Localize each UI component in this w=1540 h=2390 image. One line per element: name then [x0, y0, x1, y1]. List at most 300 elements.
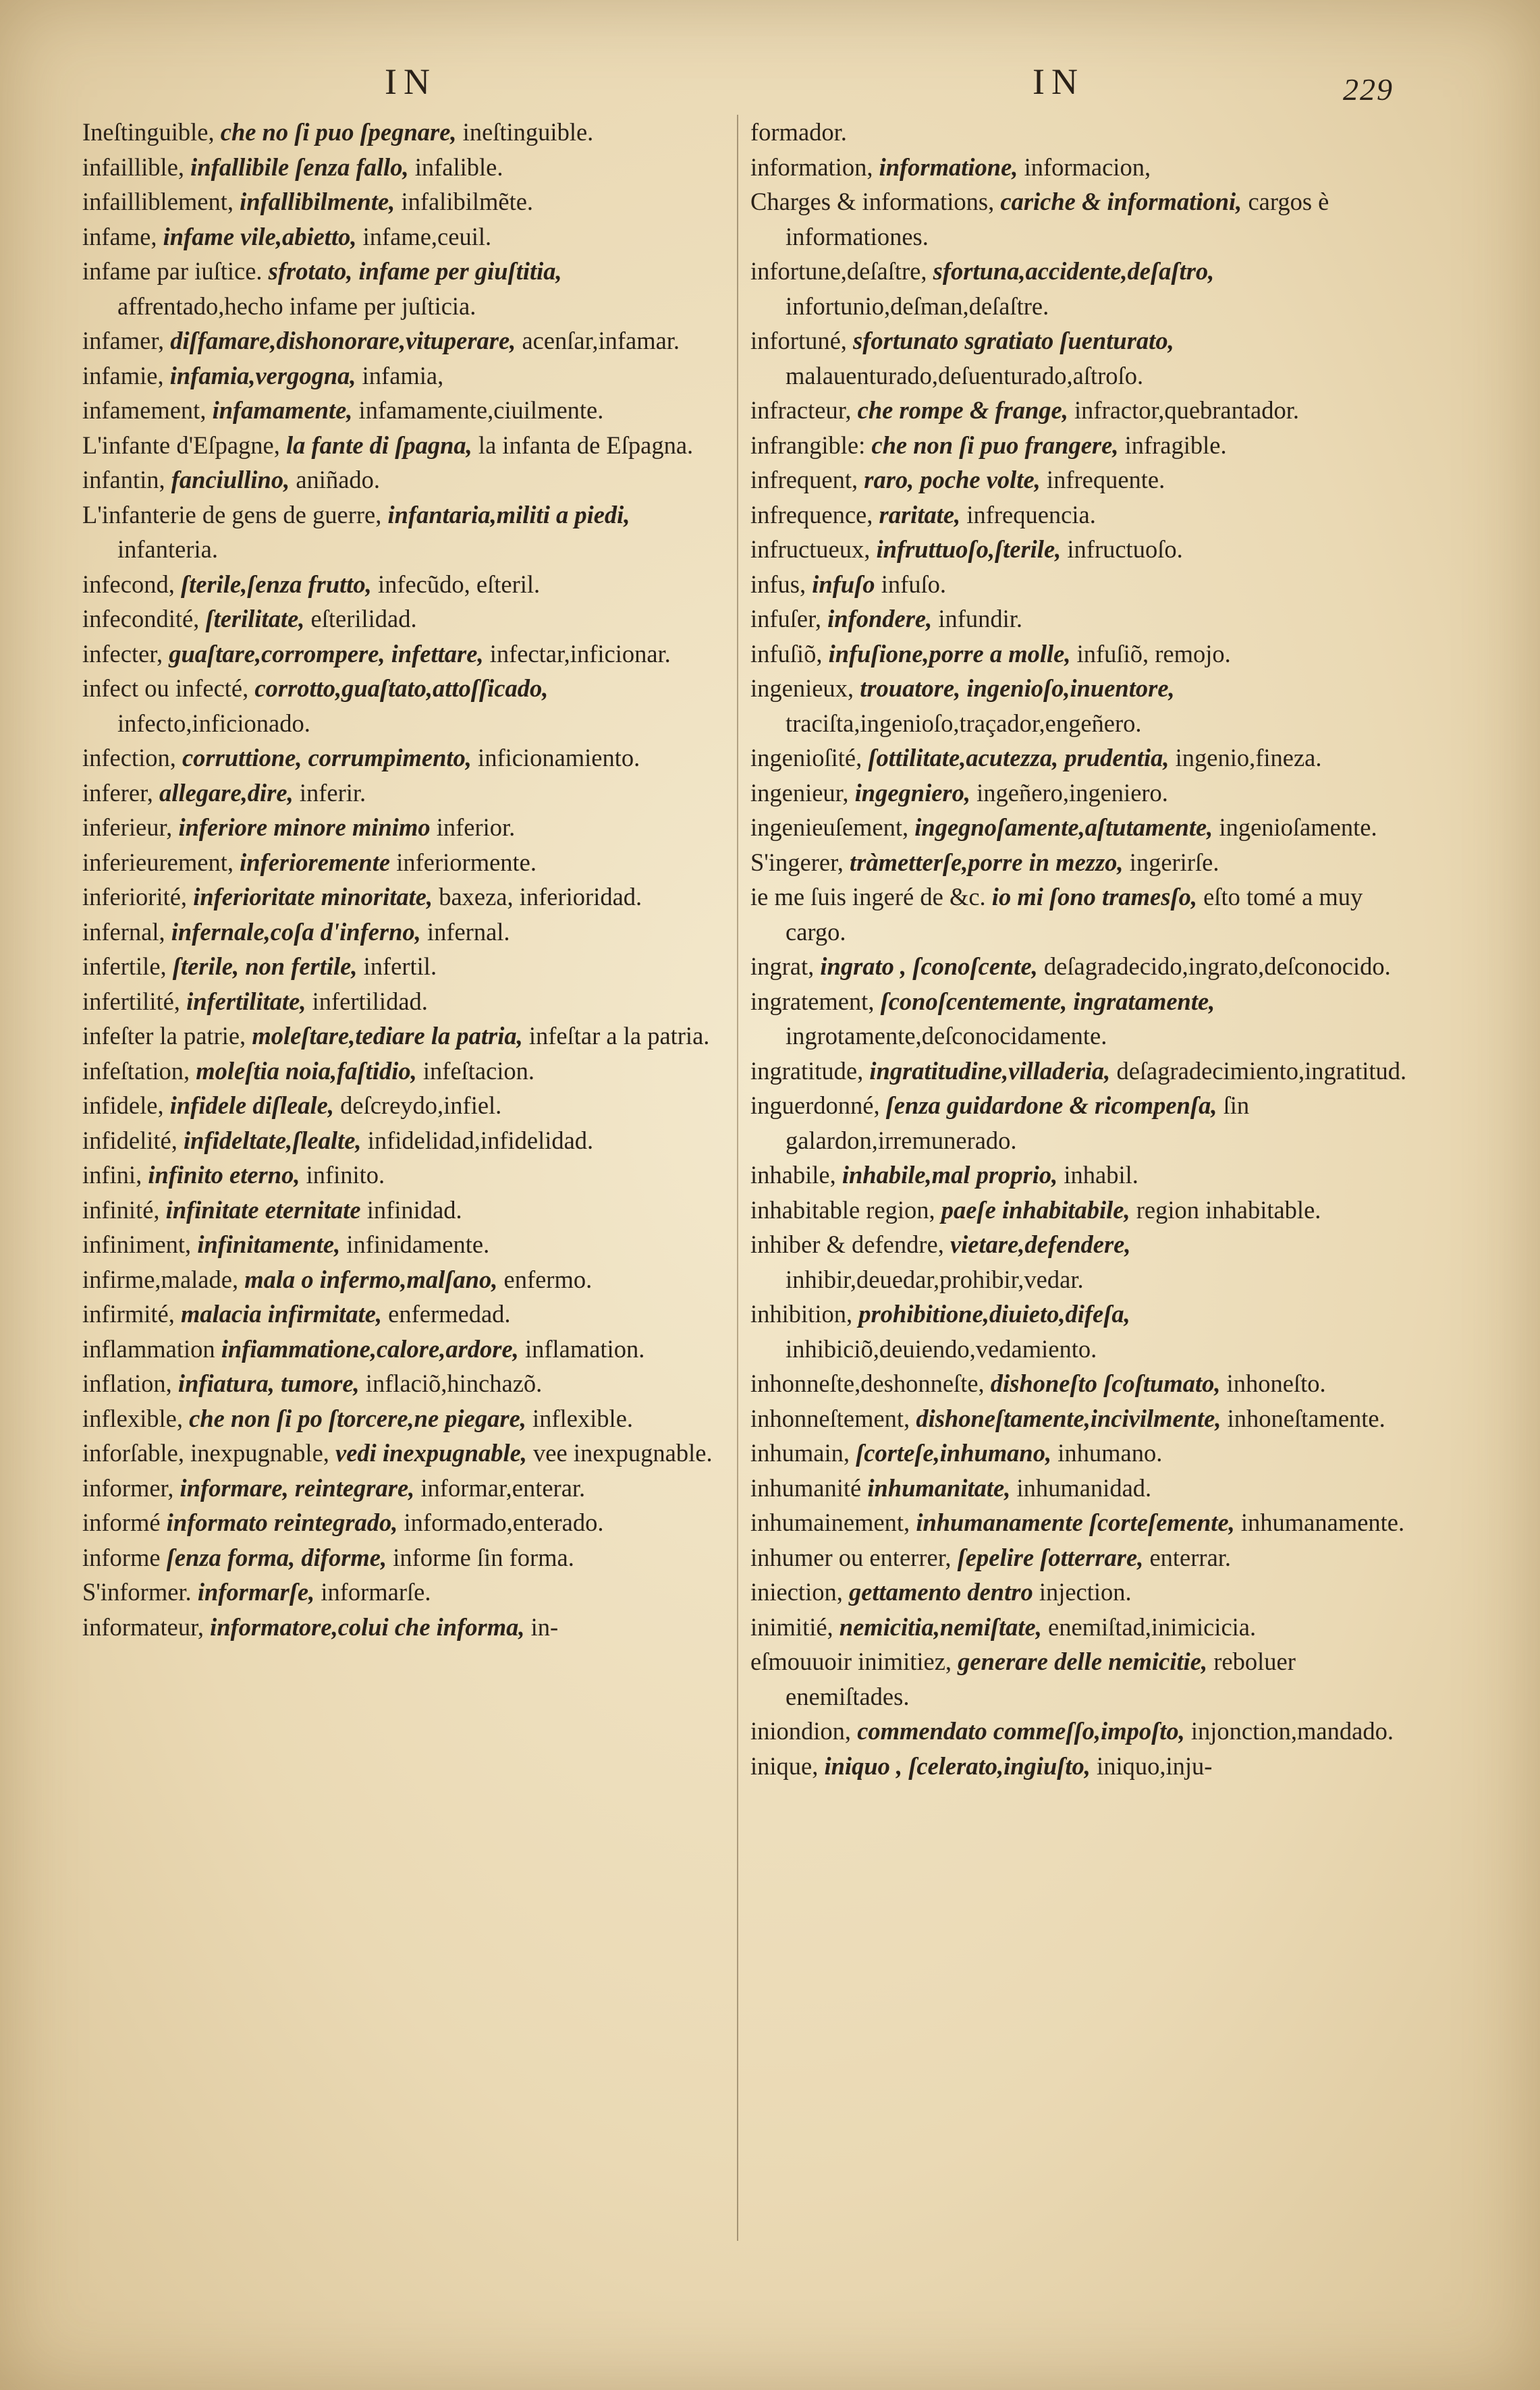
italian-gloss: infuſo [812, 570, 875, 598]
dictionary-entry [750, 810, 1425, 845]
headword: iniection, [750, 1578, 843, 1606]
spanish-gloss: inflaciõ,hinchazõ. [365, 1369, 543, 1397]
spanish-gloss: deſagradecido,ingrato,deſconocido. [1043, 952, 1391, 980]
italian-gloss: infidele diſleale, [169, 1091, 334, 1119]
spanish-gloss: infertilidad. [312, 987, 428, 1015]
headword: inhumer ou enterrer, [750, 1543, 952, 1571]
italian-gloss: corrotto,guaſtato,attoſſicado, [254, 674, 549, 702]
italian-gloss: infame vile,abietto, [163, 222, 357, 250]
spanish-gloss: ingrotamente,deſconocidamente. [786, 1022, 1107, 1050]
dictionary-entry [82, 1436, 730, 1471]
left-running-head: IN [385, 61, 437, 102]
spanish-gloss: infidelidad,infidelidad. [367, 1126, 594, 1154]
headword: infect ou infecté, [82, 674, 249, 702]
italian-gloss: cariche & informationi, [1000, 188, 1242, 215]
italian-gloss: la fante di ſpagna, [286, 431, 472, 459]
headword: ingenieux, [750, 674, 854, 702]
dictionary-entry [82, 740, 730, 776]
spanish-gloss: informacion, [1024, 153, 1151, 181]
dictionary-entry [82, 915, 730, 950]
italian-gloss: tràmetterſe,porre in mezzo, [850, 848, 1124, 876]
headword: Charges & informations, [750, 188, 995, 215]
headword: ingenieuſement, [750, 813, 909, 841]
italian-gloss: infamamente, [212, 396, 353, 424]
headword: inforſable, inexpugnable, [82, 1439, 329, 1467]
spanish-gloss: baxeza, inferioridad. [439, 883, 642, 911]
dictionary-entry [750, 1193, 1425, 1228]
dictionary-entry [82, 462, 730, 497]
dictionary-entry [82, 1366, 730, 1401]
dictionary-entry [82, 810, 730, 845]
spanish-gloss: enemiſtad,inimicicia. [1048, 1612, 1257, 1641]
headword: infidele, [82, 1091, 164, 1119]
spanish-gloss: affrentado,hecho infame per juſticia. [117, 292, 476, 320]
dictionary-entry [750, 323, 1425, 393]
headword: infortune,deſaſtre, [750, 257, 927, 285]
italian-gloss: infruttuoſo,ſterile, [876, 535, 1062, 563]
spanish-gloss: reboluer enemiſtades. [786, 1648, 1296, 1710]
spanish-gloss: eſto tomé a muy cargo. [786, 883, 1363, 946]
dictionary-entry [750, 671, 1425, 740]
italian-gloss: allegare,dire, [159, 778, 294, 807]
dictionary-entry [750, 1471, 1425, 1506]
italian-gloss: che no ſi puo ſpegnare, [220, 118, 457, 146]
headword: infortuné, [750, 327, 847, 354]
spanish-gloss: acenſar,infamar. [522, 327, 680, 354]
headword: inhiber & defendre, [750, 1230, 944, 1258]
headword: informé [82, 1509, 161, 1536]
dictionary-entry [82, 671, 730, 740]
headword: infamie, [82, 361, 164, 389]
headword: inferieur, [82, 813, 173, 841]
italian-gloss: dishoneſtamente,incivilmente, [916, 1404, 1221, 1432]
headword: infeſtation, [82, 1056, 190, 1085]
headword: infiniment, [82, 1230, 192, 1258]
dictionary-entry [82, 254, 730, 323]
spanish-gloss: eſterilidad. [310, 605, 417, 632]
headword: infecond, [82, 570, 175, 598]
italian-gloss: inhabile,mal proprio, [842, 1161, 1058, 1189]
headword: infamement, [82, 396, 207, 424]
italian-gloss: infinitate eternitate [165, 1195, 361, 1224]
dictionary-entry [82, 150, 730, 185]
dictionary-entry [750, 115, 1425, 150]
italian-gloss: infamia,vergogna, [169, 361, 356, 389]
dictionary-entry [750, 150, 1425, 185]
headword: Ineſtinguible, [82, 118, 215, 146]
dictionary-entry [82, 1158, 730, 1193]
spanish-gloss: infundir. [938, 605, 1023, 632]
dictionary-entry [750, 1644, 1425, 1714]
spanish-gloss: infalibilmẽte. [401, 188, 534, 215]
italian-gloss: iniquo , ſcelerato,ingiuſto, [824, 1751, 1091, 1780]
spanish-gloss: iniquo,inju- [1097, 1751, 1213, 1780]
italian-gloss: ſterilitate, [205, 605, 305, 632]
dictionary-entry [82, 1227, 730, 1262]
headword: ingrat, [750, 952, 815, 980]
headword: infertile, [82, 952, 167, 980]
italian-gloss: commendato commeſſo,impoſto, [857, 1717, 1185, 1745]
spanish-gloss: traciſta,ingenioſo,traçador,engeñero. [786, 709, 1142, 737]
headword: infinité, [82, 1195, 160, 1224]
dictionary-entry [82, 1297, 730, 1332]
spanish-gloss: inflexible. [532, 1404, 634, 1432]
spanish-gloss: ingerirſe. [1129, 848, 1219, 876]
headword: infamer, [82, 327, 165, 354]
headword: inhonneſtement, [750, 1404, 910, 1432]
italian-gloss: corruttione, corrumpimento, [182, 744, 472, 771]
dictionary-entry [82, 115, 730, 150]
italian-gloss: inhumanitate, [867, 1473, 1011, 1502]
italian-gloss: io mi ſono tramesſo, [991, 883, 1197, 911]
headword: inimitié, [750, 1612, 833, 1641]
headword: L'infanterie de gens de guerre, [82, 500, 382, 528]
dictionary-entry [82, 1332, 730, 1367]
dictionary-entry [82, 1575, 730, 1610]
headword: inferer, [82, 778, 153, 807]
headword: inhumanité [750, 1473, 862, 1502]
spanish-gloss: enfermo. [503, 1265, 593, 1293]
dictionary-entry [82, 1123, 730, 1158]
headword: inflation, [82, 1369, 172, 1397]
headword: inhumain, [750, 1439, 850, 1467]
headword: L'infante d'Eſpagne, [82, 431, 280, 459]
spanish-gloss: aniñado. [296, 466, 381, 493]
italian-gloss: infallibile ſenza fallo, [190, 153, 409, 181]
headword: inguerdonné, [750, 1091, 880, 1119]
spanish-gloss: inhumanamente. [1240, 1509, 1405, 1536]
spanish-gloss: infrequente. [1046, 466, 1165, 493]
headword: inferiorité, [82, 883, 188, 911]
page-number: 229 [1343, 72, 1394, 107]
italian-gloss: infuſione,porre a molle, [828, 639, 1071, 668]
italian-gloss: infondere, [827, 605, 933, 632]
spanish-gloss: infinidamente. [346, 1230, 490, 1258]
headword: infantin, [82, 466, 165, 493]
spanish-gloss: infinidad. [366, 1195, 462, 1224]
italian-gloss: inferioritate minoritate, [193, 883, 433, 911]
spanish-gloss: inhumano. [1057, 1439, 1163, 1467]
italian-gloss: informarſe, [197, 1578, 315, 1606]
italian-gloss: guaſtare,corrompere, infettare, [169, 639, 484, 668]
headword: inferieurement, [82, 848, 233, 876]
spanish-gloss: injonction,mandado. [1190, 1717, 1394, 1745]
spanish-gloss: enfermedad. [388, 1300, 511, 1328]
headword: infirme,malade, [82, 1265, 239, 1293]
dictionary-entry [82, 428, 730, 463]
italian-gloss: che rompe & frange, [857, 396, 1068, 424]
italian-gloss: sfortunato sgratiato ſuenturato, [853, 327, 1174, 354]
spanish-gloss: inhoneſto. [1226, 1369, 1326, 1397]
dictionary-entry [750, 1297, 1425, 1366]
dictionary-entry [750, 1749, 1425, 1784]
spanish-gloss: ineſtinguible. [462, 118, 594, 146]
column-divider [737, 115, 738, 2241]
dictionary-entry [750, 776, 1425, 811]
headword: infrequent, [750, 466, 858, 493]
spanish-gloss: infamamente,ciuilmente. [358, 396, 604, 424]
headword: ingratitude, [750, 1056, 864, 1085]
spanish-gloss: inflamation. [524, 1334, 645, 1363]
headword: infructueux, [750, 535, 871, 563]
headword: inhabitable region, [750, 1195, 935, 1224]
dictionary-entry [750, 184, 1425, 254]
dictionary-entry [82, 1505, 730, 1540]
headword: infini, [82, 1161, 142, 1189]
spanish-gloss: inhibir,deuedar,prohibir,vedar. [786, 1265, 1084, 1293]
italian-gloss: vedi inexpugnable, [335, 1439, 527, 1467]
italian-gloss: che non ſi po ſtorcere,ne piegare, [189, 1404, 526, 1432]
spanish-gloss: infrequencia. [966, 500, 1096, 528]
headword: infracteur, [750, 396, 852, 424]
italian-gloss: ſottilitate,acutezza, prudentia, [868, 744, 1170, 771]
italian-gloss: ſepelire ſotterrare, [957, 1543, 1144, 1571]
italian-gloss: inferiore minore minimo [178, 813, 431, 841]
spanish-gloss: infame,ceuil. [362, 222, 492, 250]
spanish-gloss: infernal. [427, 917, 510, 946]
dictionary-entry [750, 636, 1425, 672]
dictionary-entry [750, 1714, 1425, 1749]
dictionary-entry [82, 184, 730, 219]
spanish-gloss: cargos è informationes. [786, 188, 1329, 250]
italian-gloss: ingrato , ſconoſcente, [820, 952, 1038, 980]
dictionary-entry [750, 1505, 1425, 1540]
headword: inhonneſte,deshonneſte, [750, 1369, 985, 1397]
spanish-gloss: infecto,inficionado. [117, 709, 310, 737]
dictionary-entry [82, 949, 730, 984]
dictionary-entry [82, 358, 730, 393]
headword: infuſiõ, [750, 639, 823, 668]
dictionary-entry [82, 1471, 730, 1506]
italian-gloss: raro, poche volte, [864, 466, 1041, 493]
italian-gloss: ingratitudine,villaderia, [869, 1056, 1111, 1085]
spanish-gloss: infanteria. [117, 535, 218, 563]
italian-gloss: infideltate,ſlealte, [184, 1126, 362, 1154]
headword: infeſter la patrie, [82, 1022, 246, 1050]
italian-gloss: sfrotato, infame per giuſtitia, [268, 257, 562, 285]
headword: inhumainement, [750, 1509, 910, 1536]
headword: inhibition, [750, 1300, 853, 1328]
spanish-gloss: infertil. [363, 952, 437, 980]
dictionary-entry [82, 1088, 730, 1123]
italian-gloss: infertilitate, [186, 987, 306, 1015]
spanish-gloss: inhumanidad. [1016, 1473, 1152, 1502]
spanish-gloss: injection. [1039, 1578, 1132, 1606]
dictionary-entry [82, 845, 730, 880]
italian-gloss: ingegnoſamente,aſtutamente, [914, 813, 1213, 841]
italian-gloss: infinitamente, [197, 1230, 341, 1258]
spanish-gloss: formador. [750, 118, 847, 146]
spanish-gloss: infinito. [306, 1161, 385, 1189]
dictionary-entry [82, 393, 730, 428]
spanish-gloss: inferiormente. [396, 848, 537, 876]
headword: infecondité, [82, 605, 200, 632]
italian-gloss: informatione, [879, 153, 1018, 181]
spanish-gloss: infractor,quebrantador. [1074, 396, 1299, 424]
spanish-gloss: ſin galardon,irremunerado. [786, 1091, 1250, 1154]
dictionary-entry [82, 1540, 730, 1575]
italian-gloss: vietare,defendere, [950, 1230, 1131, 1258]
dictionary-entry [82, 1610, 730, 1645]
spanish-gloss: infeſtar a la patria. [528, 1022, 710, 1050]
spanish-gloss: infructuoſo. [1067, 535, 1183, 563]
dictionary-entry [82, 1401, 730, 1436]
italian-gloss: trouatore, ingenioſo,inuentore, [860, 674, 1175, 702]
italian-gloss: ſconoſcentemente, ingratamente, [880, 987, 1215, 1015]
dictionary-entry [750, 949, 1425, 984]
headword: S'informer. [82, 1578, 192, 1606]
dictionary-entry [82, 323, 730, 358]
spanish-gloss: deſcreydo,infiel. [340, 1091, 502, 1119]
spanish-gloss: inhoneſtamente. [1227, 1404, 1385, 1432]
italian-gloss: diſfamare,dishonorare,vituperare, [170, 327, 516, 354]
dictionary-entry [82, 1054, 730, 1089]
headword: infernal, [82, 917, 165, 946]
headword: infecter, [82, 639, 163, 668]
headword: ie me ſuis ingeré de &c. [750, 883, 986, 911]
dictionary-entry [750, 1366, 1425, 1401]
italian-gloss: infiammatione,calore,ardore, [221, 1334, 519, 1363]
spanish-gloss: infalible. [414, 153, 503, 181]
spanish-gloss: vee inexpugnable. [533, 1439, 713, 1467]
spanish-gloss: inficionamiento. [478, 744, 640, 771]
dictionary-entry [82, 879, 730, 915]
spanish-gloss: infuſo. [881, 570, 946, 598]
italian-gloss: moleſtare,tediare la patria, [252, 1022, 523, 1050]
headword: infrequence, [750, 500, 873, 528]
spanish-gloss: informado,enterado. [404, 1509, 604, 1536]
dictionary-entry [750, 740, 1425, 776]
spanish-gloss: inferir. [299, 778, 366, 807]
spanish-gloss: region inhabitable. [1136, 1195, 1321, 1224]
dictionary-entry [750, 1610, 1425, 1645]
italian-gloss: infinito eterno, [148, 1161, 300, 1189]
dictionary-entry [750, 1158, 1425, 1193]
left-column [82, 115, 730, 1644]
italian-gloss: che non ſi puo frangere, [871, 431, 1119, 459]
dictionary-entry [750, 497, 1425, 533]
headword: infuſer, [750, 605, 821, 632]
dictionary-entry [82, 1262, 730, 1297]
italian-gloss: informato reintegrado, [166, 1509, 398, 1536]
right-running-head: IN [1033, 61, 1084, 102]
spanish-gloss: inhabil. [1064, 1161, 1138, 1189]
headword: infailliblement, [82, 188, 234, 215]
dictionary-entry [750, 984, 1425, 1054]
dictionary-entry [82, 219, 730, 254]
dictionary-entry [750, 462, 1425, 497]
headword: infame par iuſtice. [82, 257, 263, 285]
spanish-gloss: in- [530, 1612, 559, 1641]
headword: inflexible, [82, 1404, 183, 1432]
dictionary-entry [750, 879, 1425, 949]
spanish-gloss: ingenioſamente. [1219, 813, 1377, 841]
spanish-gloss: infuſiõ, remojo. [1076, 639, 1231, 668]
headword: inflammation [82, 1334, 215, 1363]
italian-gloss: paeſe inhabitabile, [941, 1195, 1130, 1224]
italian-gloss: ſterile,ſenza frutto, [180, 570, 372, 598]
italian-gloss: sfortuna,accidente,deſaſtro, [933, 257, 1215, 285]
headword: S'ingerer, [750, 848, 844, 876]
spanish-gloss: deſagradecimiento,ingratitud. [1116, 1056, 1407, 1085]
italian-gloss: generare delle nemicitie, [958, 1648, 1208, 1675]
headword: inique, [750, 1751, 819, 1780]
italian-gloss: informare, reintegrare, [180, 1473, 415, 1502]
headword: infaillible, [82, 153, 185, 181]
dictionary-entry [82, 1193, 730, 1228]
italian-gloss: inferioremente [240, 848, 391, 876]
italian-gloss: dishoneſto ſcoſtumato, [990, 1369, 1221, 1397]
italian-gloss: prohibitione,diuieto,difeſa, [858, 1300, 1130, 1328]
italian-gloss: gettamento dentro [848, 1578, 1033, 1606]
dictionary-entry [82, 497, 730, 567]
spanish-gloss: informe ſin forma. [393, 1543, 574, 1571]
italian-gloss: moleſtia noia,faſtidio, [196, 1056, 417, 1085]
dictionary-entry [750, 254, 1425, 323]
dictionary-entry [82, 636, 730, 672]
headword: eſmouuoir inimitiez, [750, 1648, 952, 1675]
italian-gloss: fanciullino, [171, 466, 290, 493]
headword: infection, [82, 744, 176, 771]
dictionary-entry [750, 845, 1425, 880]
spanish-gloss: infecũdo, eſteril. [377, 570, 541, 598]
headword: infrangible: [750, 431, 866, 459]
spanish-gloss: infortunio,deſman,deſaſtre. [786, 292, 1049, 320]
headword: infus, [750, 570, 806, 598]
dictionary-entry [82, 567, 730, 602]
dictionary-entry [750, 532, 1425, 567]
italian-gloss: infernale,coſa d'inferno, [171, 917, 421, 946]
dictionary-entry [750, 393, 1425, 428]
dictionary-entry [750, 601, 1425, 636]
italian-gloss: infantaria,militi a piedi, [387, 500, 630, 528]
headword: iniondion, [750, 1717, 852, 1745]
italian-gloss: malacia infirmitate, [180, 1300, 383, 1328]
spanish-gloss: informarſe. [321, 1578, 431, 1606]
dictionary-entry [750, 1401, 1425, 1436]
italian-gloss: mala o infermo,malſano, [244, 1265, 498, 1293]
spanish-gloss: enterrar. [1149, 1543, 1232, 1571]
headword: ingenieur, [750, 778, 849, 807]
headword: infertilité, [82, 987, 180, 1015]
dictionary-entry [82, 601, 730, 636]
italian-gloss: nemicitia,nemiſtate, [839, 1612, 1042, 1641]
dictionary-entry [750, 1436, 1425, 1471]
dictionary-entry [82, 984, 730, 1019]
dictionary-entry [82, 1019, 730, 1054]
italian-gloss: inhumanamente ſcorteſemente, [916, 1509, 1235, 1536]
spanish-gloss: la infanta de Eſpagna. [478, 431, 694, 459]
dictionary-entry [750, 1540, 1425, 1575]
italian-gloss: ingegniero, [854, 778, 971, 807]
italian-gloss: ſterile, non fertile, [172, 952, 358, 980]
italian-gloss: ſenza forma, diforme, [166, 1543, 387, 1571]
spanish-gloss: inhibiciõ,deuiendo,vedamiento. [786, 1334, 1097, 1363]
spanish-gloss: inferior. [436, 813, 516, 841]
headword: infame, [82, 222, 157, 250]
italian-gloss: infiatura, tumore, [177, 1369, 360, 1397]
dictionary-entry [750, 1054, 1425, 1089]
italian-gloss: informatore,colui che informa, [210, 1612, 525, 1641]
italian-gloss: raritate, [879, 500, 961, 528]
headword: infidelité, [82, 1126, 177, 1154]
right-column [750, 115, 1425, 1783]
spanish-gloss: ingeñero,ingeniero. [977, 778, 1168, 807]
spanish-gloss: infeſtacion. [422, 1056, 535, 1085]
italian-gloss: ſenza guidardone & ricompenſa, [885, 1091, 1217, 1119]
dictionary-entry [750, 1088, 1425, 1158]
spanish-gloss: infectar,inficionar. [489, 639, 671, 668]
